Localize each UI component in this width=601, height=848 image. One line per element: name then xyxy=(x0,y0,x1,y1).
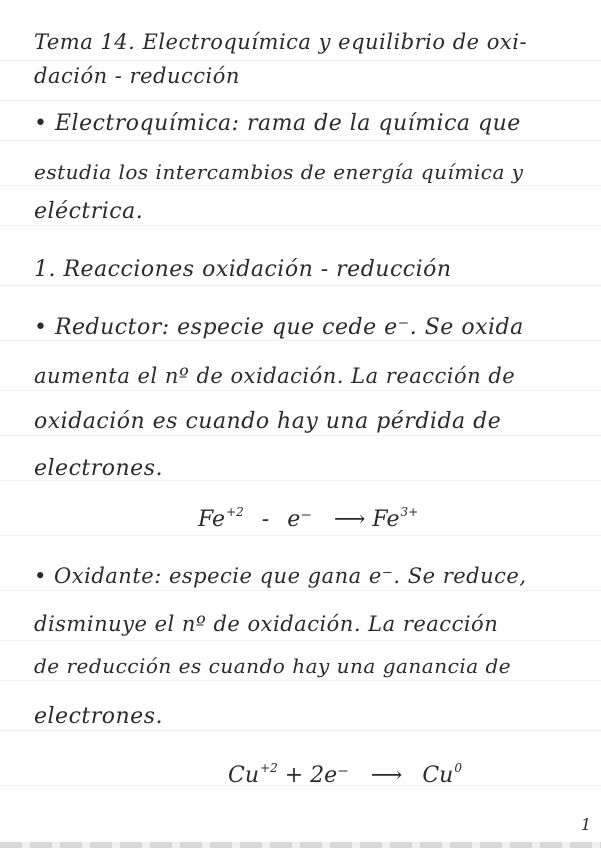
eq1-product: Fe xyxy=(372,507,400,532)
reductor-line-1: • Reductor: especie que cede e⁻. Se oxida xyxy=(34,315,524,340)
ruled-line xyxy=(0,590,601,591)
reductor-line-4: electrones. xyxy=(34,456,163,481)
ruled-line xyxy=(0,640,601,641)
eq2-product-charge: 0 xyxy=(454,761,462,775)
eq2-electron: 2e⁻ xyxy=(310,763,349,788)
eq2-product: Cu xyxy=(422,763,454,788)
page-number: 1 xyxy=(580,815,591,834)
reductor-line-2: aumenta el nº de oxidación. La reacción de xyxy=(34,364,516,388)
oxidante-line-1: • Oxidante: especie que gana e⁻. Se reduce, xyxy=(34,564,527,588)
equation-oxidation xyxy=(198,498,418,534)
page-title-line-1: Tema 14. Electroquímica y equilibrio de oxi- xyxy=(34,30,528,54)
eq2-arrow: ⟶ xyxy=(370,763,403,788)
intro-line-3: eléctrica. xyxy=(34,199,144,224)
ruled-line xyxy=(0,60,601,61)
oxidante-line-3: de reducción es cuando hay una ganancia de xyxy=(34,654,512,678)
intro-line-1: • Electroquímica: rama de la química que xyxy=(34,111,521,136)
ruled-line xyxy=(0,390,601,391)
ruled-line xyxy=(0,100,601,101)
page-bottom-edge xyxy=(0,842,601,848)
section-heading: 1. Reacciones oxidación - reducción xyxy=(34,257,452,282)
ruled-line xyxy=(0,140,601,141)
oxidante-line-4: electrones. xyxy=(34,704,163,729)
eq1-electron: e⁻ xyxy=(287,507,312,532)
eq2-reactant: Cu xyxy=(228,763,260,788)
ruled-line xyxy=(0,680,601,681)
eq1-reactant: Fe xyxy=(198,507,226,532)
oxidante-line-2: disminuye el nº de oxidación. La reacción xyxy=(34,612,499,636)
reductor-line-3: oxidación es cuando hay una pérdida de xyxy=(34,409,502,434)
eq1-product-charge: 3+ xyxy=(400,505,419,519)
eq1-arrow: ⟶ xyxy=(333,507,366,532)
ruled-line xyxy=(0,535,601,536)
intro-line-2: estudia los intercambios de energía química y xyxy=(34,160,524,184)
ruled-line xyxy=(0,285,601,286)
eq2-reactant-charge: +2 xyxy=(260,761,278,775)
equation-reduction xyxy=(228,754,462,790)
eq1-operator: - xyxy=(261,507,270,532)
eq1-reactant-charge: +2 xyxy=(226,505,244,519)
eq2-operator: + xyxy=(284,763,304,788)
page-title-line-2: dación - reducción xyxy=(34,64,240,88)
